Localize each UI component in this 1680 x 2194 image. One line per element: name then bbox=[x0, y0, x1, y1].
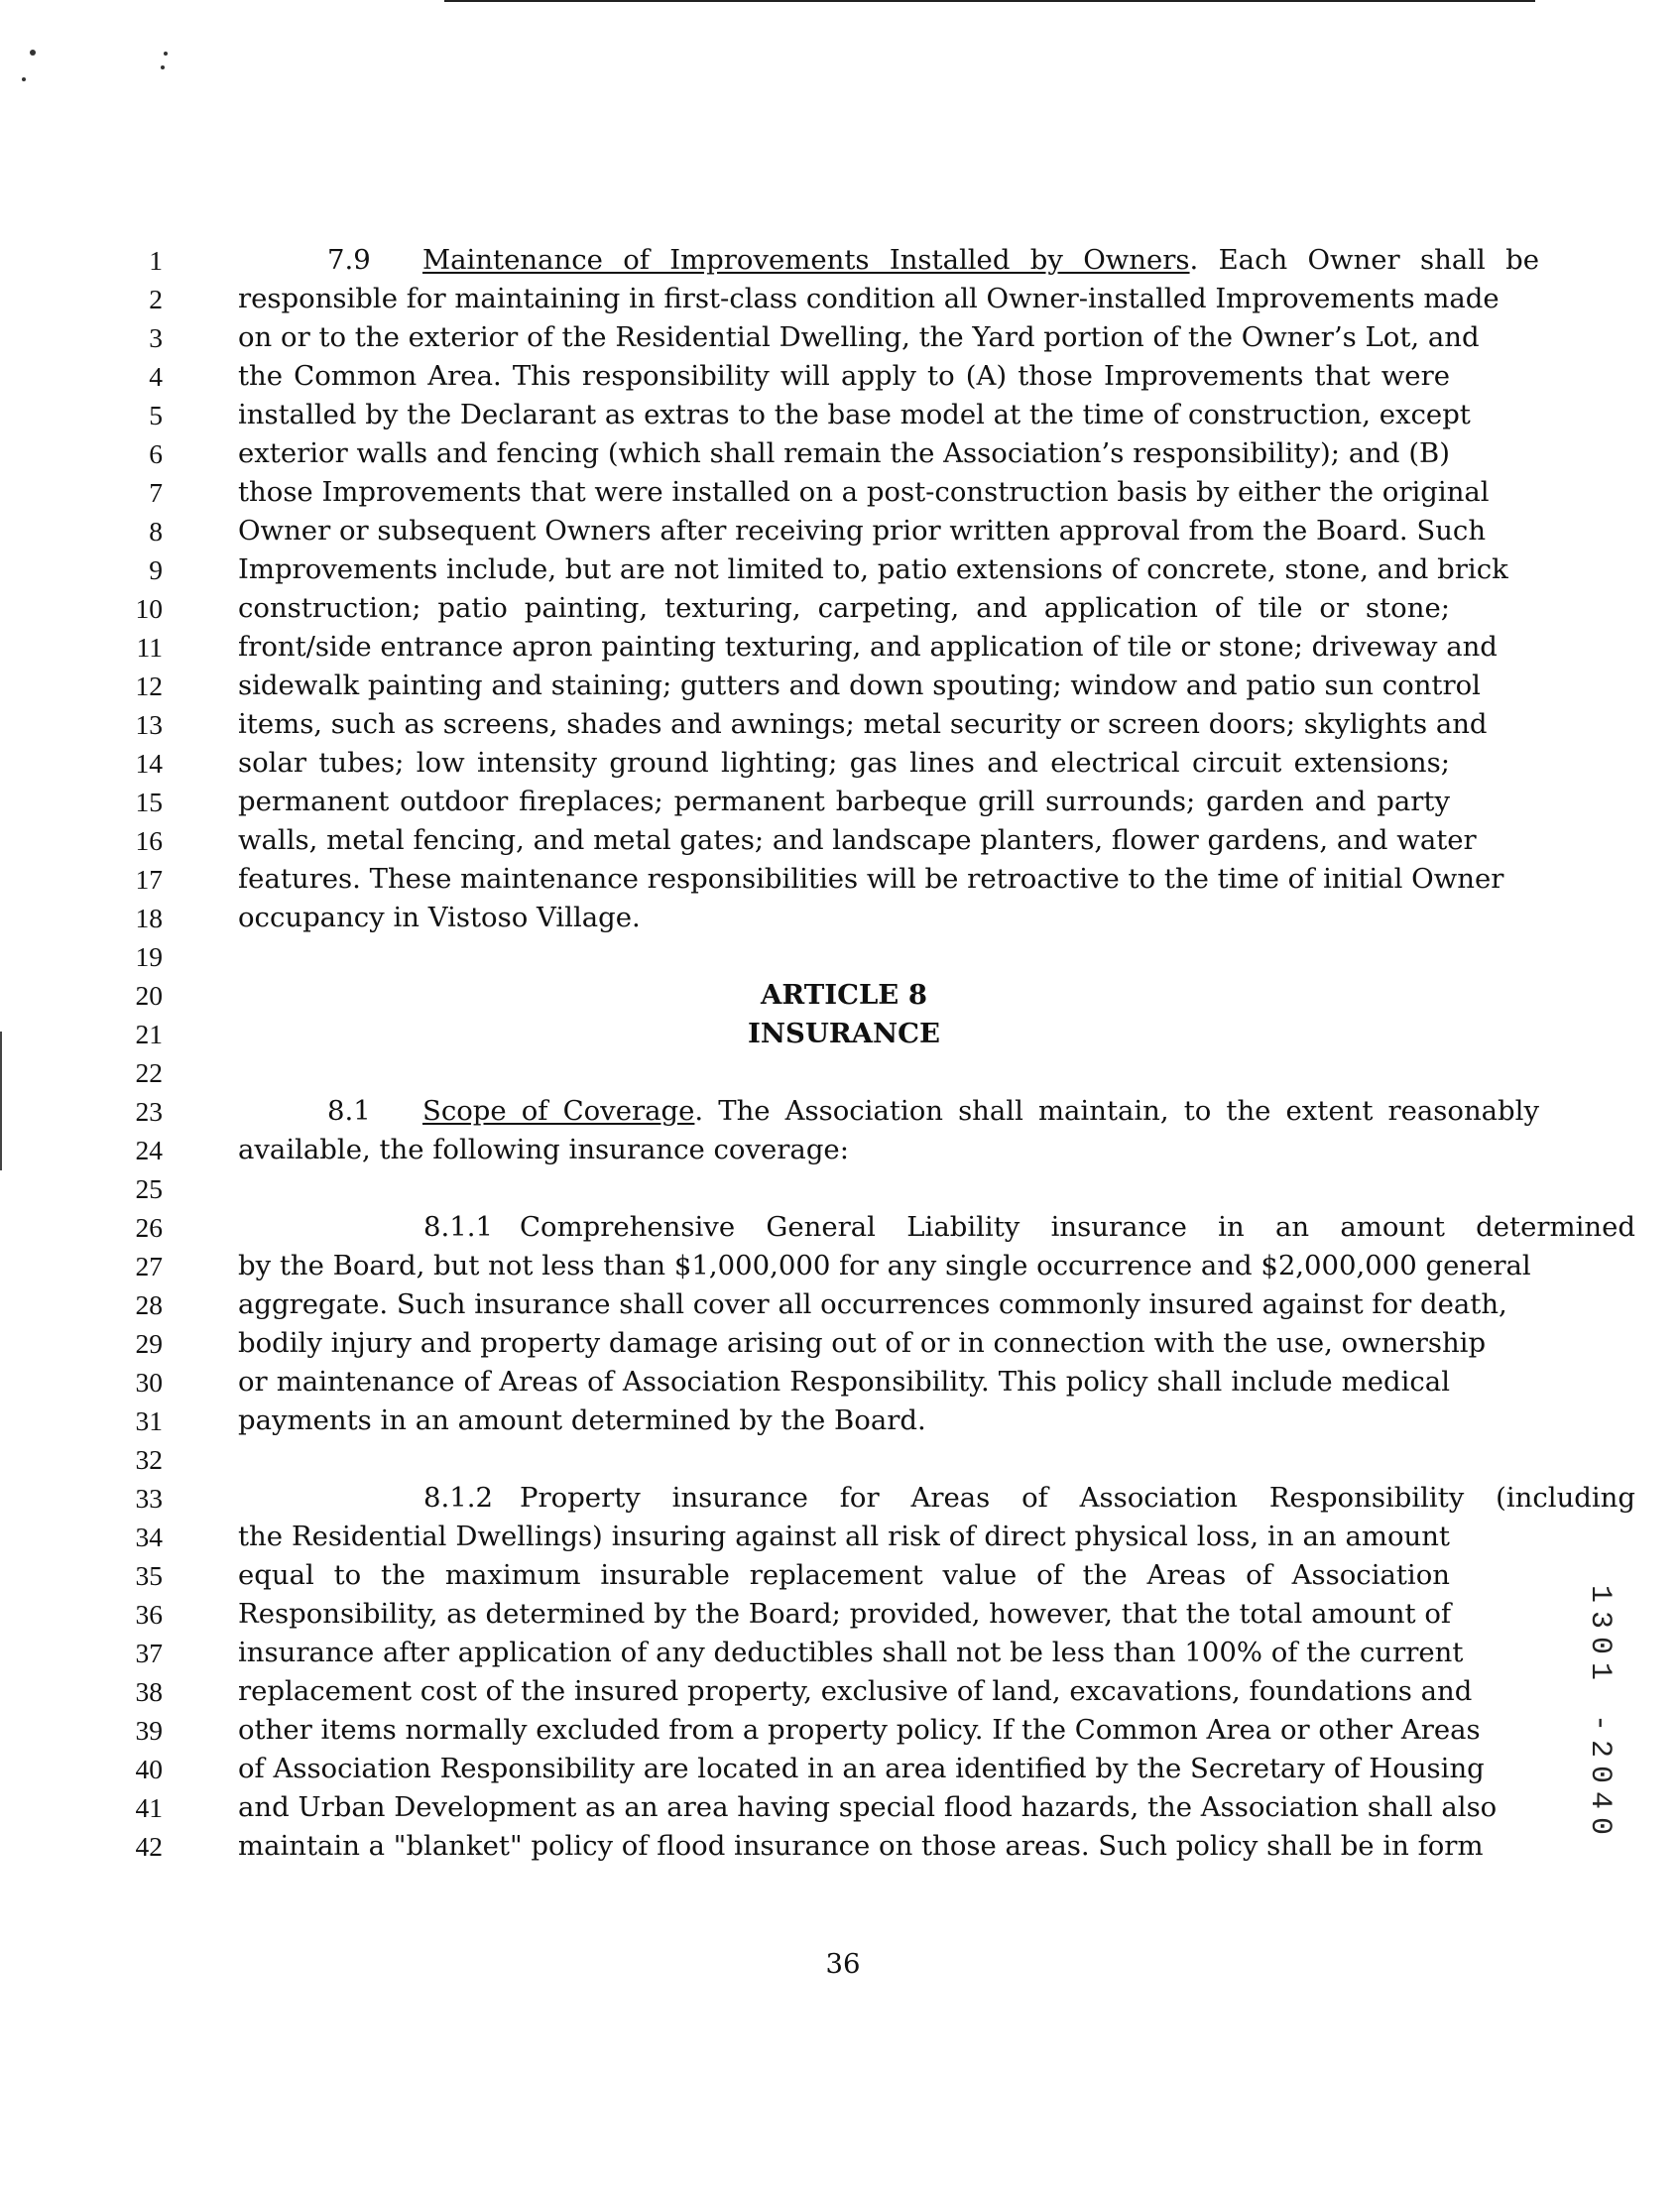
section-line: available, the following insurance coverage: bbox=[238, 1134, 849, 1165]
line-number: 41 bbox=[135, 1792, 163, 1823]
section-line: bodily injury and property damage arising out of or in connection with the use, ownership bbox=[238, 1327, 1487, 1359]
section-line: the Residential Dwellings) insuring against all risk of direct physical loss, in an amount bbox=[238, 1521, 1450, 1552]
line-number: 30 bbox=[135, 1367, 163, 1398]
section-line: permanent outdoor fireplaces; permanent barbeque grill surrounds; garden and party bbox=[238, 786, 1450, 817]
line-number: 27 bbox=[135, 1251, 163, 1281]
line-number: 39 bbox=[135, 1715, 163, 1746]
line-number: 1 bbox=[149, 245, 163, 276]
section-line: maintain a "blanket" policy of flood insurance on those areas. Such policy shall be in form bbox=[238, 1830, 1484, 1862]
section-number: 8.1.2 bbox=[423, 1482, 493, 1514]
section-line: front/side entrance apron painting texturing, and application of tile or stone; driveway and bbox=[238, 631, 1498, 663]
line-number: 12 bbox=[135, 670, 163, 701]
page-number: 36 bbox=[825, 1948, 861, 1980]
line-number: 23 bbox=[135, 1096, 163, 1127]
section-text: Property insurance for Areas of Association Responsibility (including bbox=[520, 1482, 1635, 1514]
section-line: the Common Area. This responsibility will apply to (A) those Improvements that were bbox=[238, 360, 1450, 392]
line-number: 24 bbox=[135, 1135, 163, 1165]
section-line: other items normally excluded from a property policy. If the Common Area or other Areas bbox=[238, 1714, 1481, 1746]
line-number: 16 bbox=[135, 825, 163, 856]
section-title: Maintenance of Improvements Installed by Owners bbox=[422, 244, 1190, 276]
section-line bbox=[238, 1208, 1635, 1247]
line-number: 32 bbox=[135, 1444, 163, 1475]
section-line: Improvements include, but are not limited to, patio extensions of concrete, stone, and brick bbox=[238, 553, 1508, 585]
section-line: those Improvements that were installed on a post-construction basis by either the original bbox=[238, 476, 1490, 508]
line-number: 8 bbox=[149, 516, 163, 547]
scan-speck bbox=[161, 65, 165, 69]
line-number: 20 bbox=[135, 980, 163, 1011]
line-number: 38 bbox=[135, 1676, 163, 1707]
section-line bbox=[238, 1479, 1635, 1518]
line-number: 25 bbox=[135, 1173, 163, 1204]
line-number: 18 bbox=[135, 903, 163, 933]
section-line: and Urban Development as an area having special flood hazards, the Association shall also bbox=[238, 1791, 1498, 1823]
section-line: payments in an amount determined by the Board. bbox=[238, 1404, 926, 1436]
line-number: 36 bbox=[135, 1599, 163, 1630]
margin-stamp: 1301 -2040 bbox=[1583, 1585, 1617, 1844]
line-number: 14 bbox=[135, 748, 163, 779]
line-number: 37 bbox=[135, 1638, 163, 1668]
section-number: 8.1 bbox=[327, 1095, 371, 1127]
section-line: aggregate. Such insurance shall cover all occurrences commonly insured against for death, bbox=[238, 1288, 1507, 1320]
line-number: 2 bbox=[149, 284, 163, 314]
line-number: 35 bbox=[135, 1560, 163, 1591]
section-line: by the Board, but not less than $1,000,000 for any single occurrence and $2,000,000 general bbox=[238, 1250, 1531, 1281]
line-number: 19 bbox=[135, 941, 163, 972]
line-number: 3 bbox=[149, 322, 163, 353]
line-number: 29 bbox=[135, 1328, 163, 1359]
section-line: Responsibility, as determined by the Board; provided, however, that the total amount of bbox=[238, 1598, 1452, 1630]
section-number: 8.1.1 bbox=[423, 1211, 493, 1243]
section-line: 7.9 Maintenance of Improvements Installed by Owners. Each Owner shall be bbox=[238, 241, 1539, 280]
section-text: Each Owner shall be bbox=[1218, 244, 1540, 276]
line-number: 31 bbox=[135, 1405, 163, 1436]
scan-speck bbox=[164, 52, 168, 56]
line-number: 7 bbox=[149, 477, 163, 508]
line-number: 21 bbox=[135, 1019, 163, 1049]
line-number: 10 bbox=[135, 593, 163, 624]
line-number: 6 bbox=[149, 438, 163, 469]
section-line: sidewalk painting and staining; gutters and down spouting; window and patio sun control bbox=[238, 670, 1481, 701]
section-text: Comprehensive General Liability insurance in an amount determined bbox=[520, 1211, 1635, 1243]
line-number: 22 bbox=[135, 1057, 163, 1088]
line-number: 26 bbox=[135, 1212, 163, 1243]
section-line: on or to the exterior of the Residential Dwelling, the Yard portion of the Owner’s Lot, and bbox=[238, 321, 1480, 353]
section-line: 8.1 Scope of Coverage. The Association shall maintain, to the extent reasonably bbox=[238, 1092, 1539, 1131]
line-number: 42 bbox=[135, 1831, 163, 1862]
line-number: 34 bbox=[135, 1522, 163, 1552]
line-number: 15 bbox=[135, 787, 163, 817]
section-line: of Association Responsibility are located in an area identified by the Secretary of Housing bbox=[238, 1753, 1485, 1784]
article-subheading: INSURANCE bbox=[747, 1018, 941, 1049]
section-line: installed by the Declarant as extras to the base model at the time of construction, except bbox=[238, 399, 1471, 430]
scan-edge-mark bbox=[0, 1032, 2, 1170]
section-line: responsible for maintaining in first-class condition all Owner-installed Improvements made bbox=[238, 283, 1500, 314]
line-number: 33 bbox=[135, 1483, 163, 1514]
section-line: replacement cost of the insured property, exclusive of land, excavations, foundations and bbox=[238, 1675, 1473, 1707]
section-line: walls, metal fencing, and metal gates; and landscape planters, flower gardens, and water bbox=[238, 824, 1477, 856]
top-border-rule bbox=[444, 0, 1535, 2]
section-title: Scope of Coverage bbox=[422, 1095, 695, 1127]
section-line: equal to the maximum insurable replacement value of the Areas of Association bbox=[238, 1559, 1450, 1591]
scan-speck bbox=[30, 50, 36, 56]
section-line: occupancy in Vistoso Village. bbox=[238, 902, 641, 933]
article-heading: ARTICLE 8 bbox=[761, 979, 927, 1011]
line-number: 17 bbox=[135, 864, 163, 895]
section-line: or maintenance of Areas of Association Responsibility. This policy shall include medical bbox=[238, 1366, 1450, 1398]
line-number: 13 bbox=[135, 709, 163, 740]
section-line: items, such as screens, shades and awnings; metal security or screen doors; skylights and bbox=[238, 708, 1488, 740]
section-line: insurance after application of any deductibles shall not be less than 100% of the current bbox=[238, 1637, 1464, 1668]
section-line: exterior walls and fencing (which shall remain the Association’s responsibility); and (B) bbox=[238, 437, 1450, 469]
section-line: Owner or subsequent Owners after receiving prior written approval from the Board. Such bbox=[238, 515, 1487, 547]
section-line: solar tubes; low intensity ground lighting; gas lines and electrical circuit extensions; bbox=[238, 747, 1450, 779]
line-number: 4 bbox=[149, 361, 163, 392]
line-number: 28 bbox=[135, 1289, 163, 1320]
section-line: features. These maintenance responsibilities will be retroactive to the time of initial Owner bbox=[238, 863, 1504, 895]
line-number: 5 bbox=[149, 400, 163, 430]
scan-speck bbox=[22, 77, 26, 81]
section-line: construction; patio painting, texturing, carpeting, and application of tile or stone; bbox=[238, 592, 1450, 624]
line-number: 40 bbox=[135, 1754, 163, 1784]
line-number: 11 bbox=[136, 632, 163, 663]
section-text: The Association shall maintain, to the extent reasonably bbox=[718, 1095, 1539, 1127]
section-number: 7.9 bbox=[327, 244, 371, 276]
line-number: 9 bbox=[149, 554, 163, 585]
